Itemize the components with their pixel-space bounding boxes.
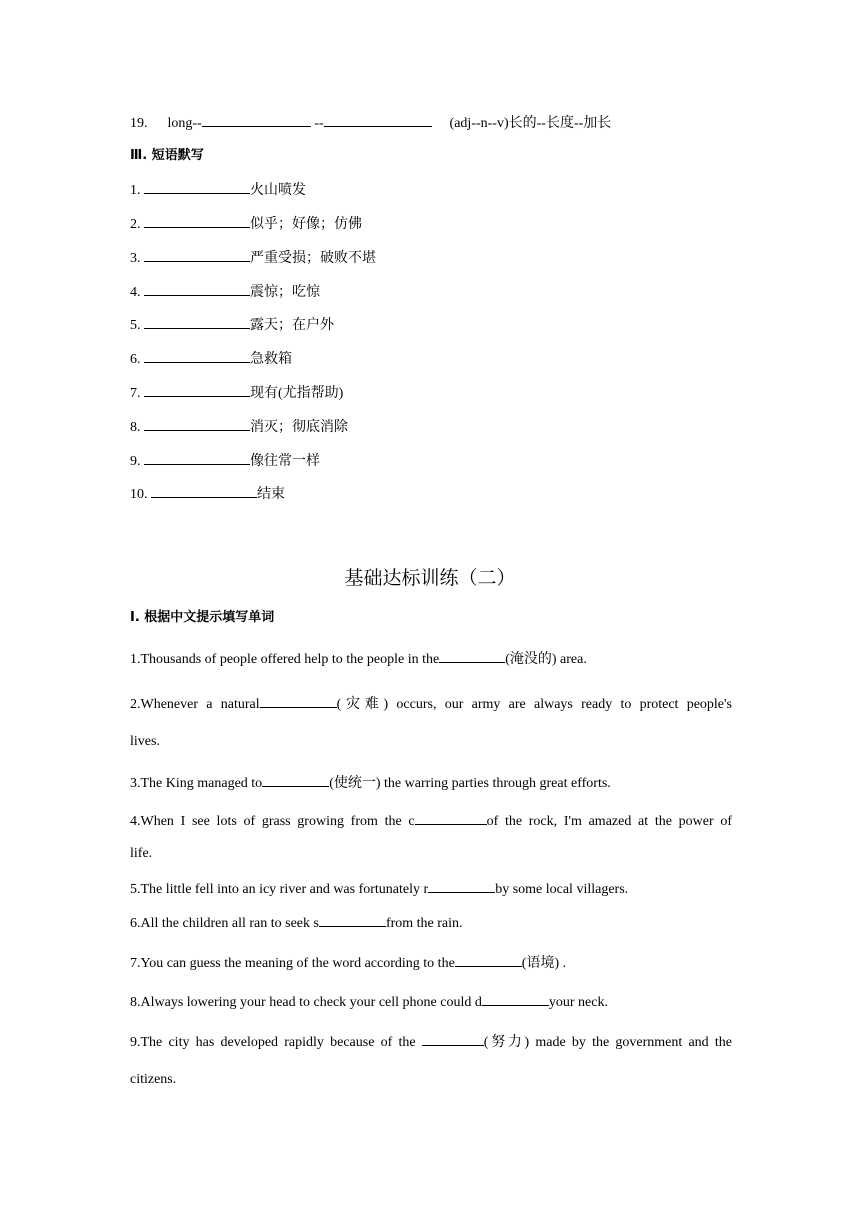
question-text: (灾难) occurs, our army are always ready to protect people's [336, 697, 732, 712]
item-number: 19. [130, 116, 148, 131]
item-meaning: 严重受损；破败不堪 [250, 251, 376, 266]
question-text: 6.All the children all ran to seek s [130, 916, 319, 931]
answer-blank[interactable] [144, 315, 250, 329]
answer-blank[interactable] [260, 694, 337, 708]
answer-blank[interactable] [151, 484, 257, 498]
item-number: 10. [130, 487, 151, 502]
question-9-cont: citizens. [130, 1072, 177, 1087]
phrase-item [130, 484, 285, 504]
item-hint: (adj--n--v)长的--长度--加长 [449, 116, 612, 131]
question-7 [130, 953, 566, 973]
question-text: (使统一) the warring parties through great efforts. [329, 776, 611, 791]
question-1 [130, 649, 587, 669]
question-4-cont: life. [130, 846, 153, 861]
item-number: 1. [130, 183, 144, 198]
question-text: (淹没的) area. [505, 652, 587, 667]
answer-blank[interactable] [144, 248, 250, 262]
answer-blank[interactable] [144, 214, 250, 228]
phrase-item [130, 180, 306, 200]
item-meaning: 现有(尤指帮助) [250, 386, 344, 401]
item-meaning: 火山喷发 [250, 183, 306, 198]
question-5 [130, 879, 628, 899]
answer-blank[interactable] [482, 992, 549, 1006]
question-text: 4.When I see lots of grass growing from the c [130, 814, 415, 829]
item-meaning: 急救箱 [250, 352, 292, 367]
question-text: 1.Thousands of people offered help to the people in the [130, 652, 440, 667]
question-text: by some local villagers. [495, 882, 629, 897]
answer-blank[interactable] [144, 451, 250, 465]
item-separator: -- [310, 116, 324, 131]
phrase-item [130, 383, 343, 403]
answer-blank[interactable] [439, 649, 505, 663]
question-8 [130, 992, 608, 1012]
question-text: 5.The little fell into an icy river and was fortunately r [130, 882, 429, 897]
question-text: your neck. [548, 995, 608, 1010]
phrase-item [130, 315, 334, 335]
item-meaning: 消灭；彻底消除 [250, 420, 348, 435]
item-number: 7. [130, 386, 144, 401]
answer-blank[interactable] [455, 953, 522, 967]
phrase-item [130, 417, 348, 437]
answer-blank[interactable] [324, 113, 432, 127]
item-word: long-- [167, 116, 202, 131]
question-3 [130, 773, 611, 793]
answer-blank[interactable] [202, 113, 311, 127]
item-meaning: 似乎；好像；仿佛 [250, 217, 362, 232]
answer-blank[interactable] [144, 349, 250, 363]
item-number: 2. [130, 217, 144, 232]
section-heading: Ⅰ. 根据中文提示填写单词 [130, 610, 275, 625]
answer-blank[interactable] [415, 811, 487, 825]
question-text: 3.The King managed to [130, 776, 263, 791]
question-4 [130, 811, 732, 831]
page-title: 基础达标训练（二） [344, 567, 516, 589]
phrase-item [130, 282, 320, 302]
vocab-item-19 [130, 113, 611, 133]
question-text: of the rock, I'm amazed at the power of [486, 814, 732, 829]
question-9 [130, 1032, 732, 1052]
item-number: 3. [130, 251, 144, 266]
item-meaning: 结束 [257, 487, 285, 502]
answer-blank[interactable] [144, 383, 250, 397]
item-meaning: 震惊；吃惊 [250, 285, 320, 300]
section-heading: Ⅲ. 短语默写 [130, 148, 204, 163]
phrase-item [130, 214, 362, 234]
question-text: (努力) made by the government and the [483, 1035, 732, 1050]
question-2-cont: lives. [130, 734, 160, 749]
question-6 [130, 913, 463, 933]
answer-blank[interactable] [319, 913, 386, 927]
item-number: 9. [130, 454, 144, 469]
answer-blank[interactable] [144, 282, 250, 296]
answer-blank[interactable] [422, 1032, 484, 1046]
answer-blank[interactable] [144, 180, 250, 194]
question-text: (语境) . [521, 956, 567, 971]
question-text: from the rain. [385, 916, 463, 931]
answer-blank[interactable] [262, 773, 329, 787]
question-text: 8.Always lowering your head to check your cell phone could d [130, 995, 482, 1010]
question-text: 2.Whenever a natural [130, 697, 260, 712]
item-number: 5. [130, 318, 144, 333]
answer-blank[interactable] [428, 879, 495, 893]
question-2 [130, 694, 732, 714]
item-number: 6. [130, 352, 144, 367]
answer-blank[interactable] [144, 417, 250, 431]
item-number: 4. [130, 285, 144, 300]
phrase-item [130, 349, 292, 369]
phrase-item [130, 248, 376, 268]
phrase-item [130, 451, 320, 471]
item-number: 8. [130, 420, 144, 435]
question-text: 9.The city has developed rapidly because of the [130, 1035, 422, 1050]
item-meaning: 像往常一样 [250, 454, 320, 469]
question-text: 7.You can guess the meaning of the word according to the [130, 956, 455, 971]
item-meaning: 露天；在户外 [250, 318, 334, 333]
